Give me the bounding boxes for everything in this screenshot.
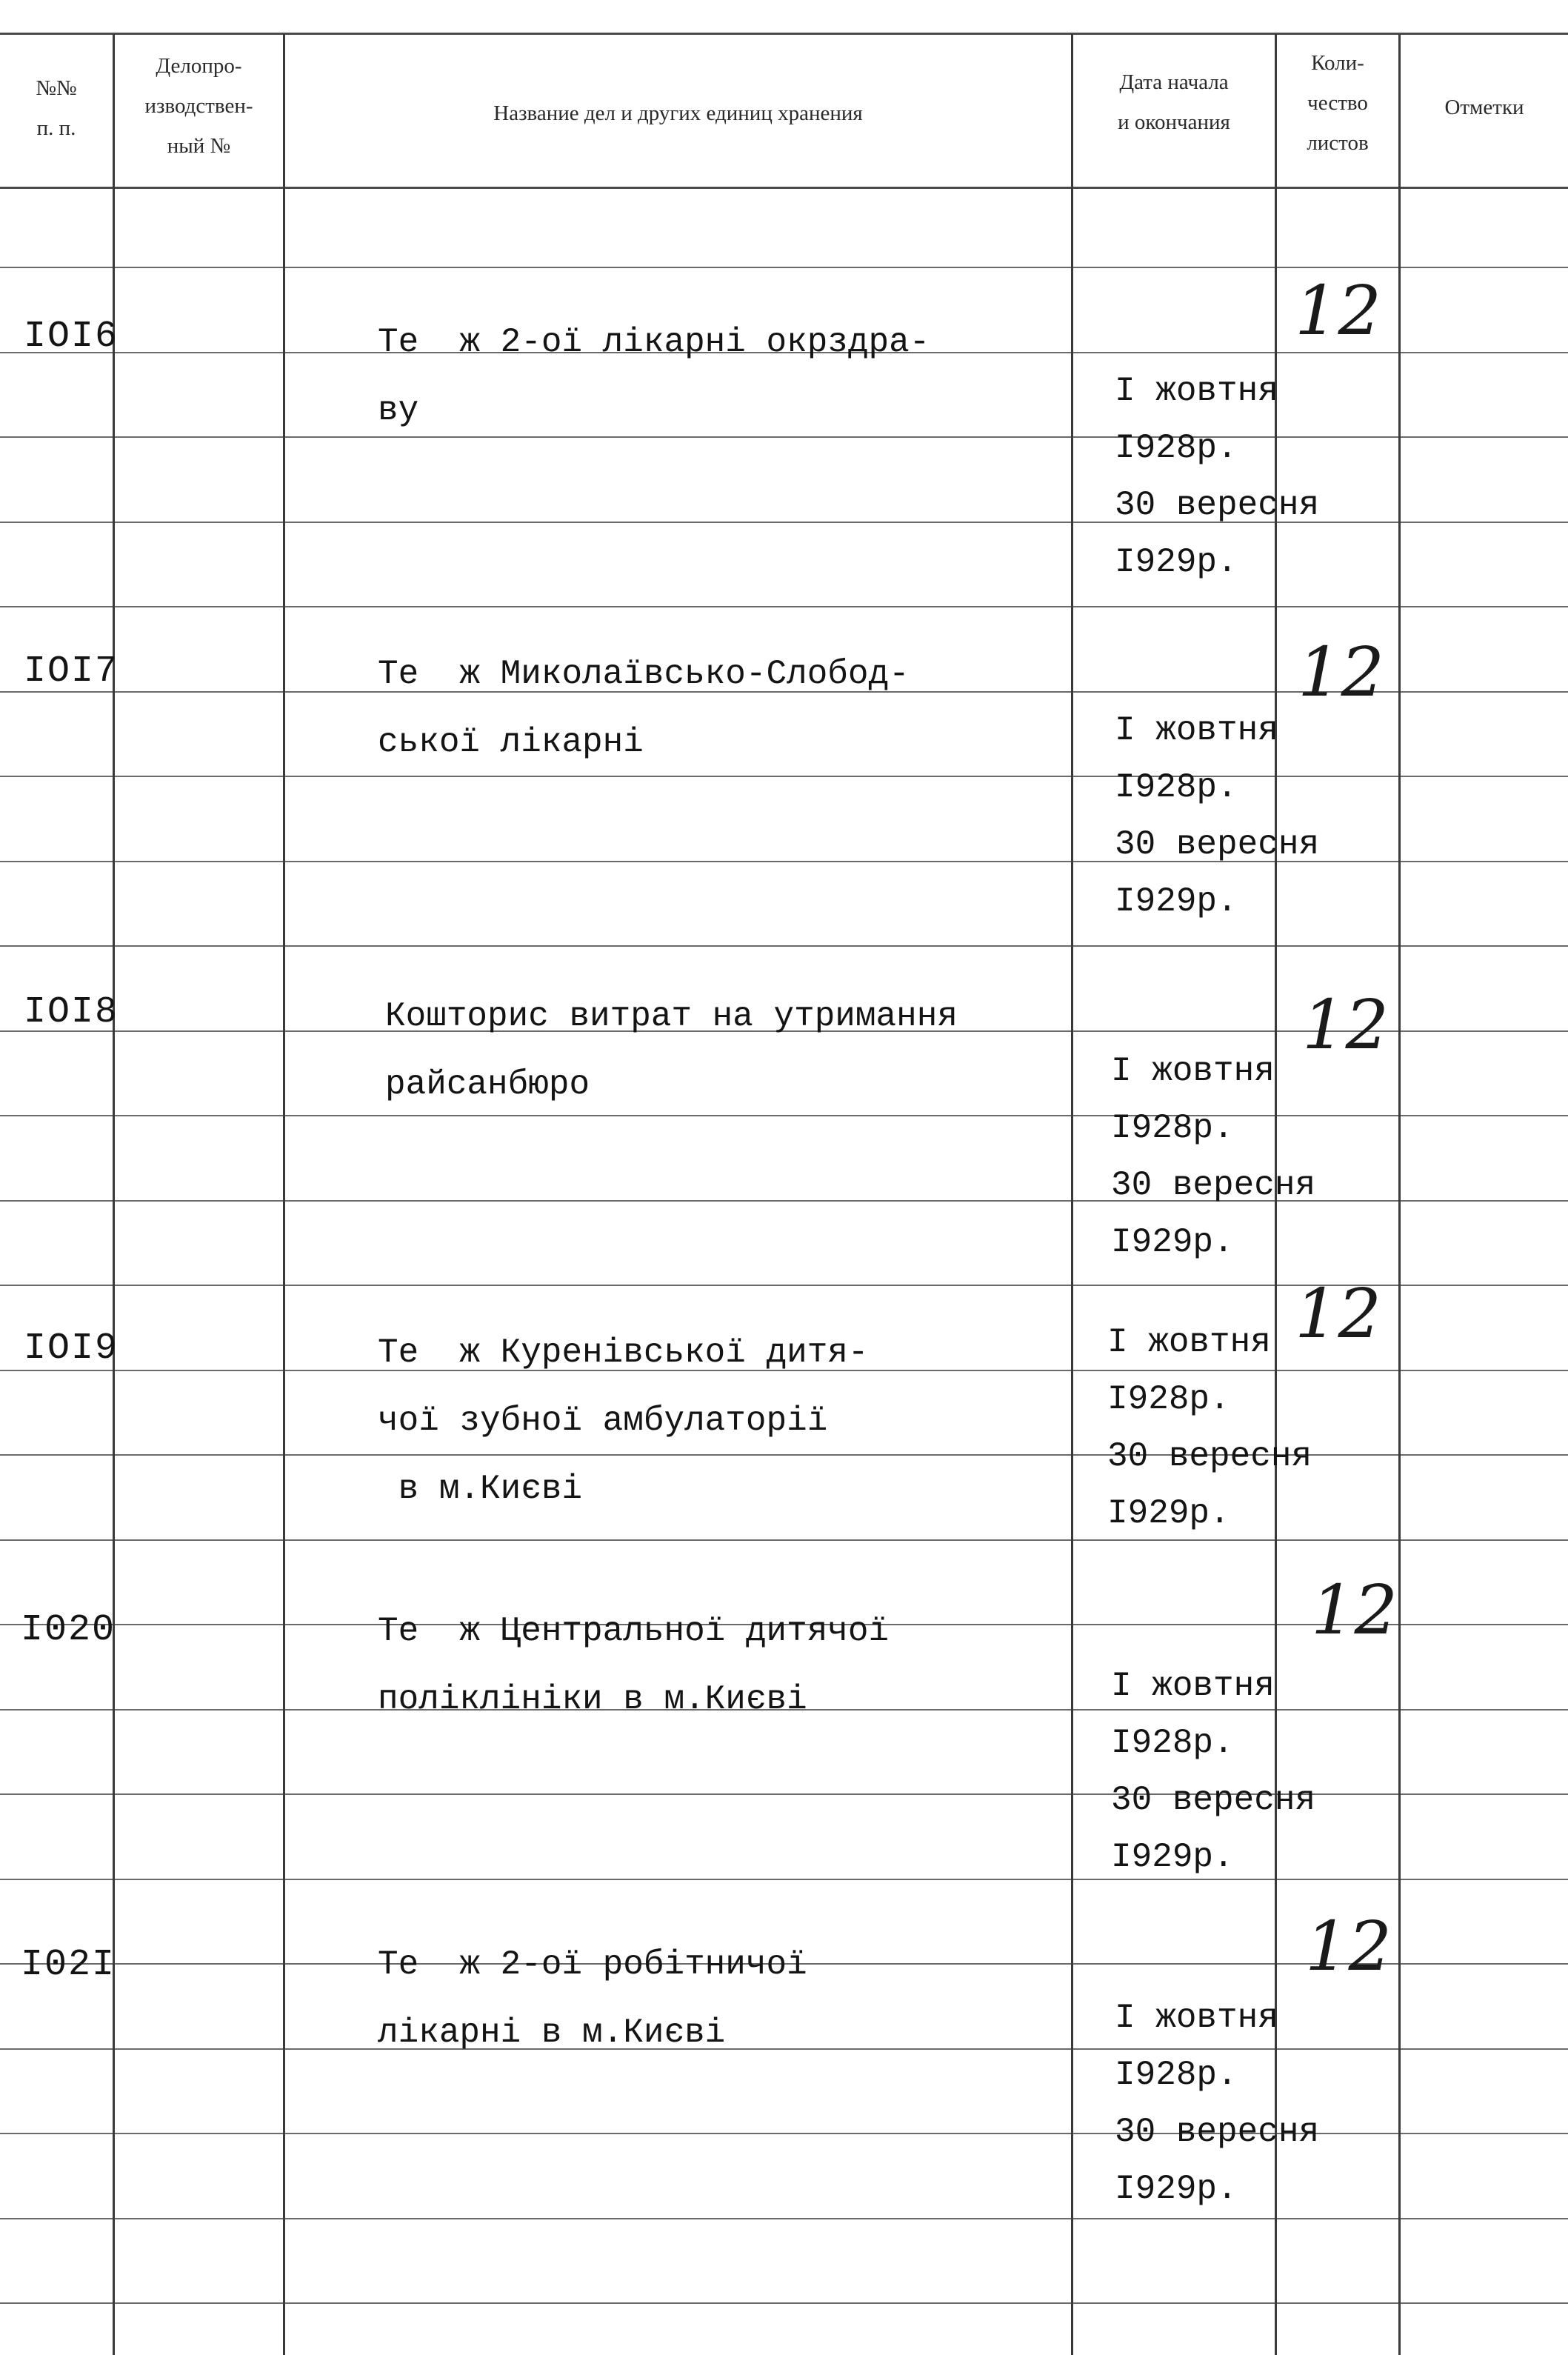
ruled-line — [0, 2302, 1568, 2304]
entry-dates: I жовтня I928р. 30 вересня I929р. — [1115, 372, 1320, 582]
entry-number: IOI7 — [24, 650, 119, 693]
ruled-line — [0, 522, 1568, 523]
ruled-line — [0, 861, 1568, 862]
ruled-line — [0, 267, 1568, 268]
header-title: Название дел и других единиц хранения — [493, 101, 863, 125]
column-divider — [283, 34, 285, 2355]
ruled-line — [0, 2133, 1568, 2134]
column-divider — [1398, 34, 1401, 2355]
entry-title: Те ж 2-ої лікарні окрздра- ву — [378, 323, 930, 430]
entry-number: I02I — [21, 1944, 116, 1986]
top-rule — [0, 33, 1568, 35]
entry-dates: I жовтня I928р. 30 вересня I929р. — [1111, 1667, 1316, 1876]
ruled-line — [0, 2218, 1568, 2219]
entry-number: IOI9 — [24, 1328, 119, 1370]
header-number: №№ п. п. — [36, 76, 77, 140]
entry-dates: I жовтня I928р. 30 вересня I929р. — [1111, 1052, 1316, 1262]
ruled-line — [0, 1200, 1568, 1202]
ruled-line — [0, 945, 1568, 947]
entry-dates: I жовтня I928р. 30 вересня I929р. — [1115, 711, 1320, 921]
sheet-count-handwritten: 12 — [1305, 1907, 1392, 1986]
entry-dates: I жовтня I928р. 30 вересня I929р. — [1107, 1323, 1312, 1533]
entry-title: Те ж Центральної дитячої поліклініки в м.Києві — [378, 1612, 890, 1719]
entry-number: IOI6 — [24, 316, 119, 358]
entry-number: I020 — [21, 1609, 116, 1651]
sheet-count-handwritten: 12 — [1295, 271, 1382, 350]
column-divider — [113, 34, 115, 2355]
ruled-line — [0, 1879, 1568, 1880]
entry-title: Те ж Куренівської дитя- чої зубної амбулаторії в м.Києві — [378, 1333, 869, 1508]
entry-dates: I жовтня I928р. 30 вересня I929р. — [1115, 1999, 1320, 2208]
ruled-line — [0, 606, 1568, 607]
ruled-line — [0, 1793, 1568, 1795]
header-notes: Отметки — [1444, 96, 1524, 119]
sheet-count-handwritten: 12 — [1295, 1274, 1382, 1353]
entry-title: Те ж 2-ої робітничої лікарні в м.Києві — [378, 1945, 807, 2052]
header-office-number: Делопро- изводствен- ный № — [144, 54, 253, 158]
entry-title: Те ж Миколаївсько-Слобод- ської лікарні — [378, 655, 910, 762]
entry-title: Кошторис витрат на утримання райсанбюро — [385, 997, 958, 1104]
header-bottom-rule — [0, 187, 1568, 189]
column-divider — [1071, 34, 1073, 2355]
header-sheet-count: Коли- чество листов — [1307, 51, 1369, 155]
sheet-count-handwritten: 12 — [1302, 985, 1389, 1065]
header-dates: Дата начала и окончания — [1118, 70, 1230, 134]
entry-number: IOI8 — [24, 991, 119, 1033]
sheet-count-handwritten: 12 — [1298, 633, 1385, 712]
sheet-count-handwritten: 12 — [1311, 1570, 1398, 1650]
ruled-line — [0, 1539, 1568, 1541]
